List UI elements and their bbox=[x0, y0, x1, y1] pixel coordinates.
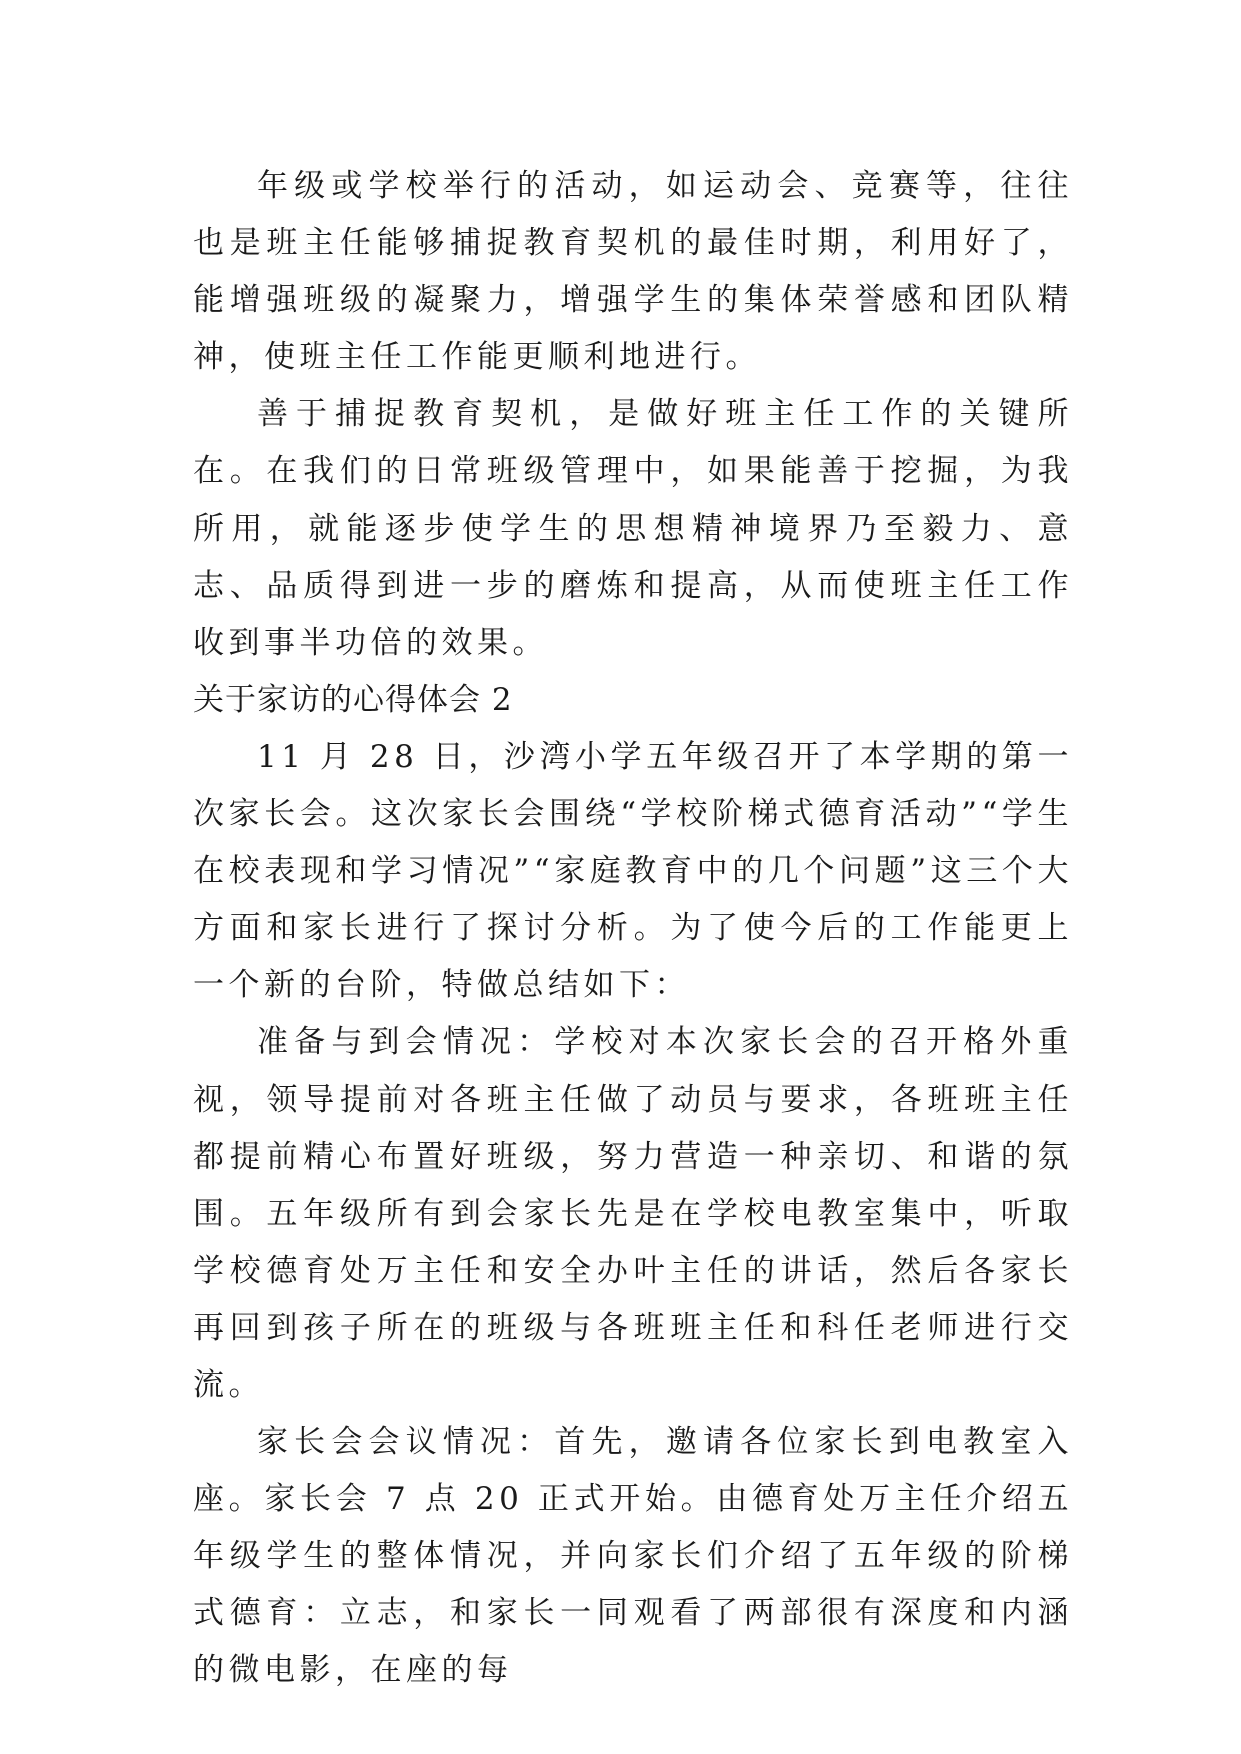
paragraph-preparation: 准备与到会情况：学校对本次家长会的召开格外重视，领导提前对各班主任做了动员与要求，各班班主任都提前精心布置好班级，努力营造一种亲切、和谐的氛围。五年级所有到会家长先是在学校电教室集中，听取学校德育处万主任和安全办叶主任的讲话，然后各家长再回到孩子所在的班级与各班班主任和科任老师进行交流。 bbox=[193, 1024, 1073, 1403]
paragraph-meeting-details: 家长会会议情况：首先，邀请各位家长到电教室入座。家长会 7 点 20 正式开始。由德育处万主任介绍五年级学生的整体情况，并向家长们介绍了五年级的阶梯式德育：立志，和家长一同观看了两部很有深度和内涵的微电影，在座的每 bbox=[193, 1424, 1073, 1689]
document-body bbox=[193, 158, 1073, 1700]
section-heading: 关于家访的心得体会 2 bbox=[193, 681, 513, 718]
paragraph-parent-meeting-intro: 11 月 28 日，沙湾小学五年级召开了本学期的第一次家长会。这次家长会围绕“学校阶梯式德育活动”“学生在校表现和学习情况”“家庭教育中的几个问题”这三个大方面和家长进行了探讨分析。为了使今后的工作能更上一个新的台阶，特做总结如下： bbox=[193, 738, 1073, 1004]
paragraph-class-activities: 年级或学校举行的活动，如运动会、竞赛等，往往也是班主任能够捕捉教育契机的最佳时期，利用好了，能增强班级的凝聚力，增强学生的集体荣誉感和团队精神，使班主任工作能更顺利地进行。 bbox=[193, 168, 1073, 376]
paragraph-education-opportunity: 善于捕捉教育契机，是做好班主任工作的关键所在。在我们的日常班级管理中，如果能善于挖掘，为我所用，就能逐步使学生的思想精神境界乃至毅力、意志、品质得到进一步的磨炼和提高，从而使班主任工作收到事半功倍的效果。 bbox=[193, 396, 1073, 661]
